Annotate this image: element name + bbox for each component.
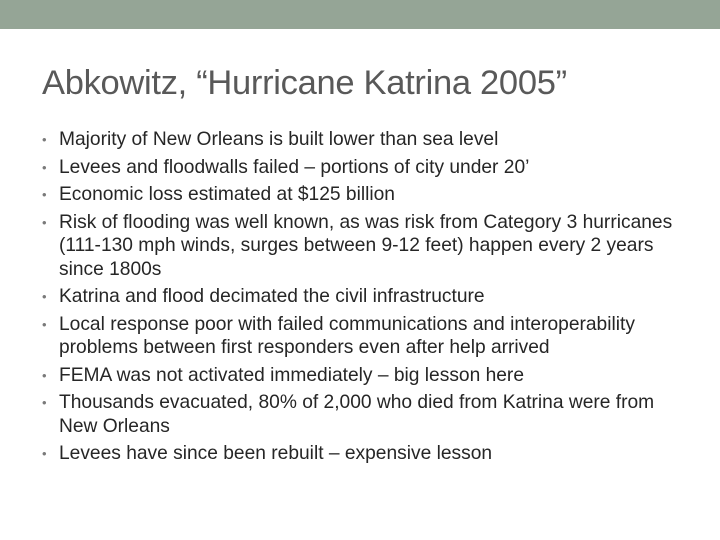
bullet-item <box>42 313 692 360</box>
bullet-icon: • <box>42 316 47 332</box>
bullet-item <box>42 364 692 388</box>
bullet-icon: • <box>42 159 47 175</box>
bullet-icon: • <box>42 446 47 461</box>
bullet-icon: • <box>42 187 47 202</box>
bullet-text: Majority of New Orleans is built lower than sea level <box>59 129 499 150</box>
bullet-text: Risk of flooding was well known, as was risk from Category 3 hurricanes (111-130 mph winds, surges between 9-12 feet) happen every 2 years since 1800s <box>59 211 673 280</box>
bullet-icon: • <box>42 214 47 230</box>
bullet-text: Economic loss estimated at $125 billion <box>59 184 395 205</box>
bullet-item <box>42 156 692 180</box>
bullet-item <box>42 442 692 466</box>
bullet-icon: • <box>42 395 47 410</box>
bullet-item <box>42 391 692 438</box>
bullet-text: Katrina and flood decimated the civil infrastructure <box>59 286 485 307</box>
bullet-text: Thousands evacuated, 80% of 2,000 who died from Katrina were from New Orleans <box>59 392 655 437</box>
bullet-text: Levees have since been rebuilt – expensive lesson <box>59 443 493 464</box>
bullet-icon: • <box>42 132 47 147</box>
bullet-item <box>42 211 692 282</box>
bullet-text: Levees and floodwalls failed – portions of city under 20’ <box>59 156 530 178</box>
bullet-icon: • <box>42 289 47 304</box>
bullet-text: FEMA was not activated immediately – big lesson here <box>59 364 524 386</box>
slide-title: Abkowitz, “Hurricane Katrina 2005” <box>42 64 567 102</box>
bullet-item <box>42 183 692 207</box>
top-accent-bar <box>0 0 720 29</box>
bullet-item <box>42 128 692 152</box>
bullet-item <box>42 285 692 309</box>
bullet-list <box>42 128 692 470</box>
bullet-icon: • <box>42 367 47 383</box>
bullet-text: Local response poor with failed communications and interoperability problems between first responders even after help arrived <box>59 313 635 358</box>
